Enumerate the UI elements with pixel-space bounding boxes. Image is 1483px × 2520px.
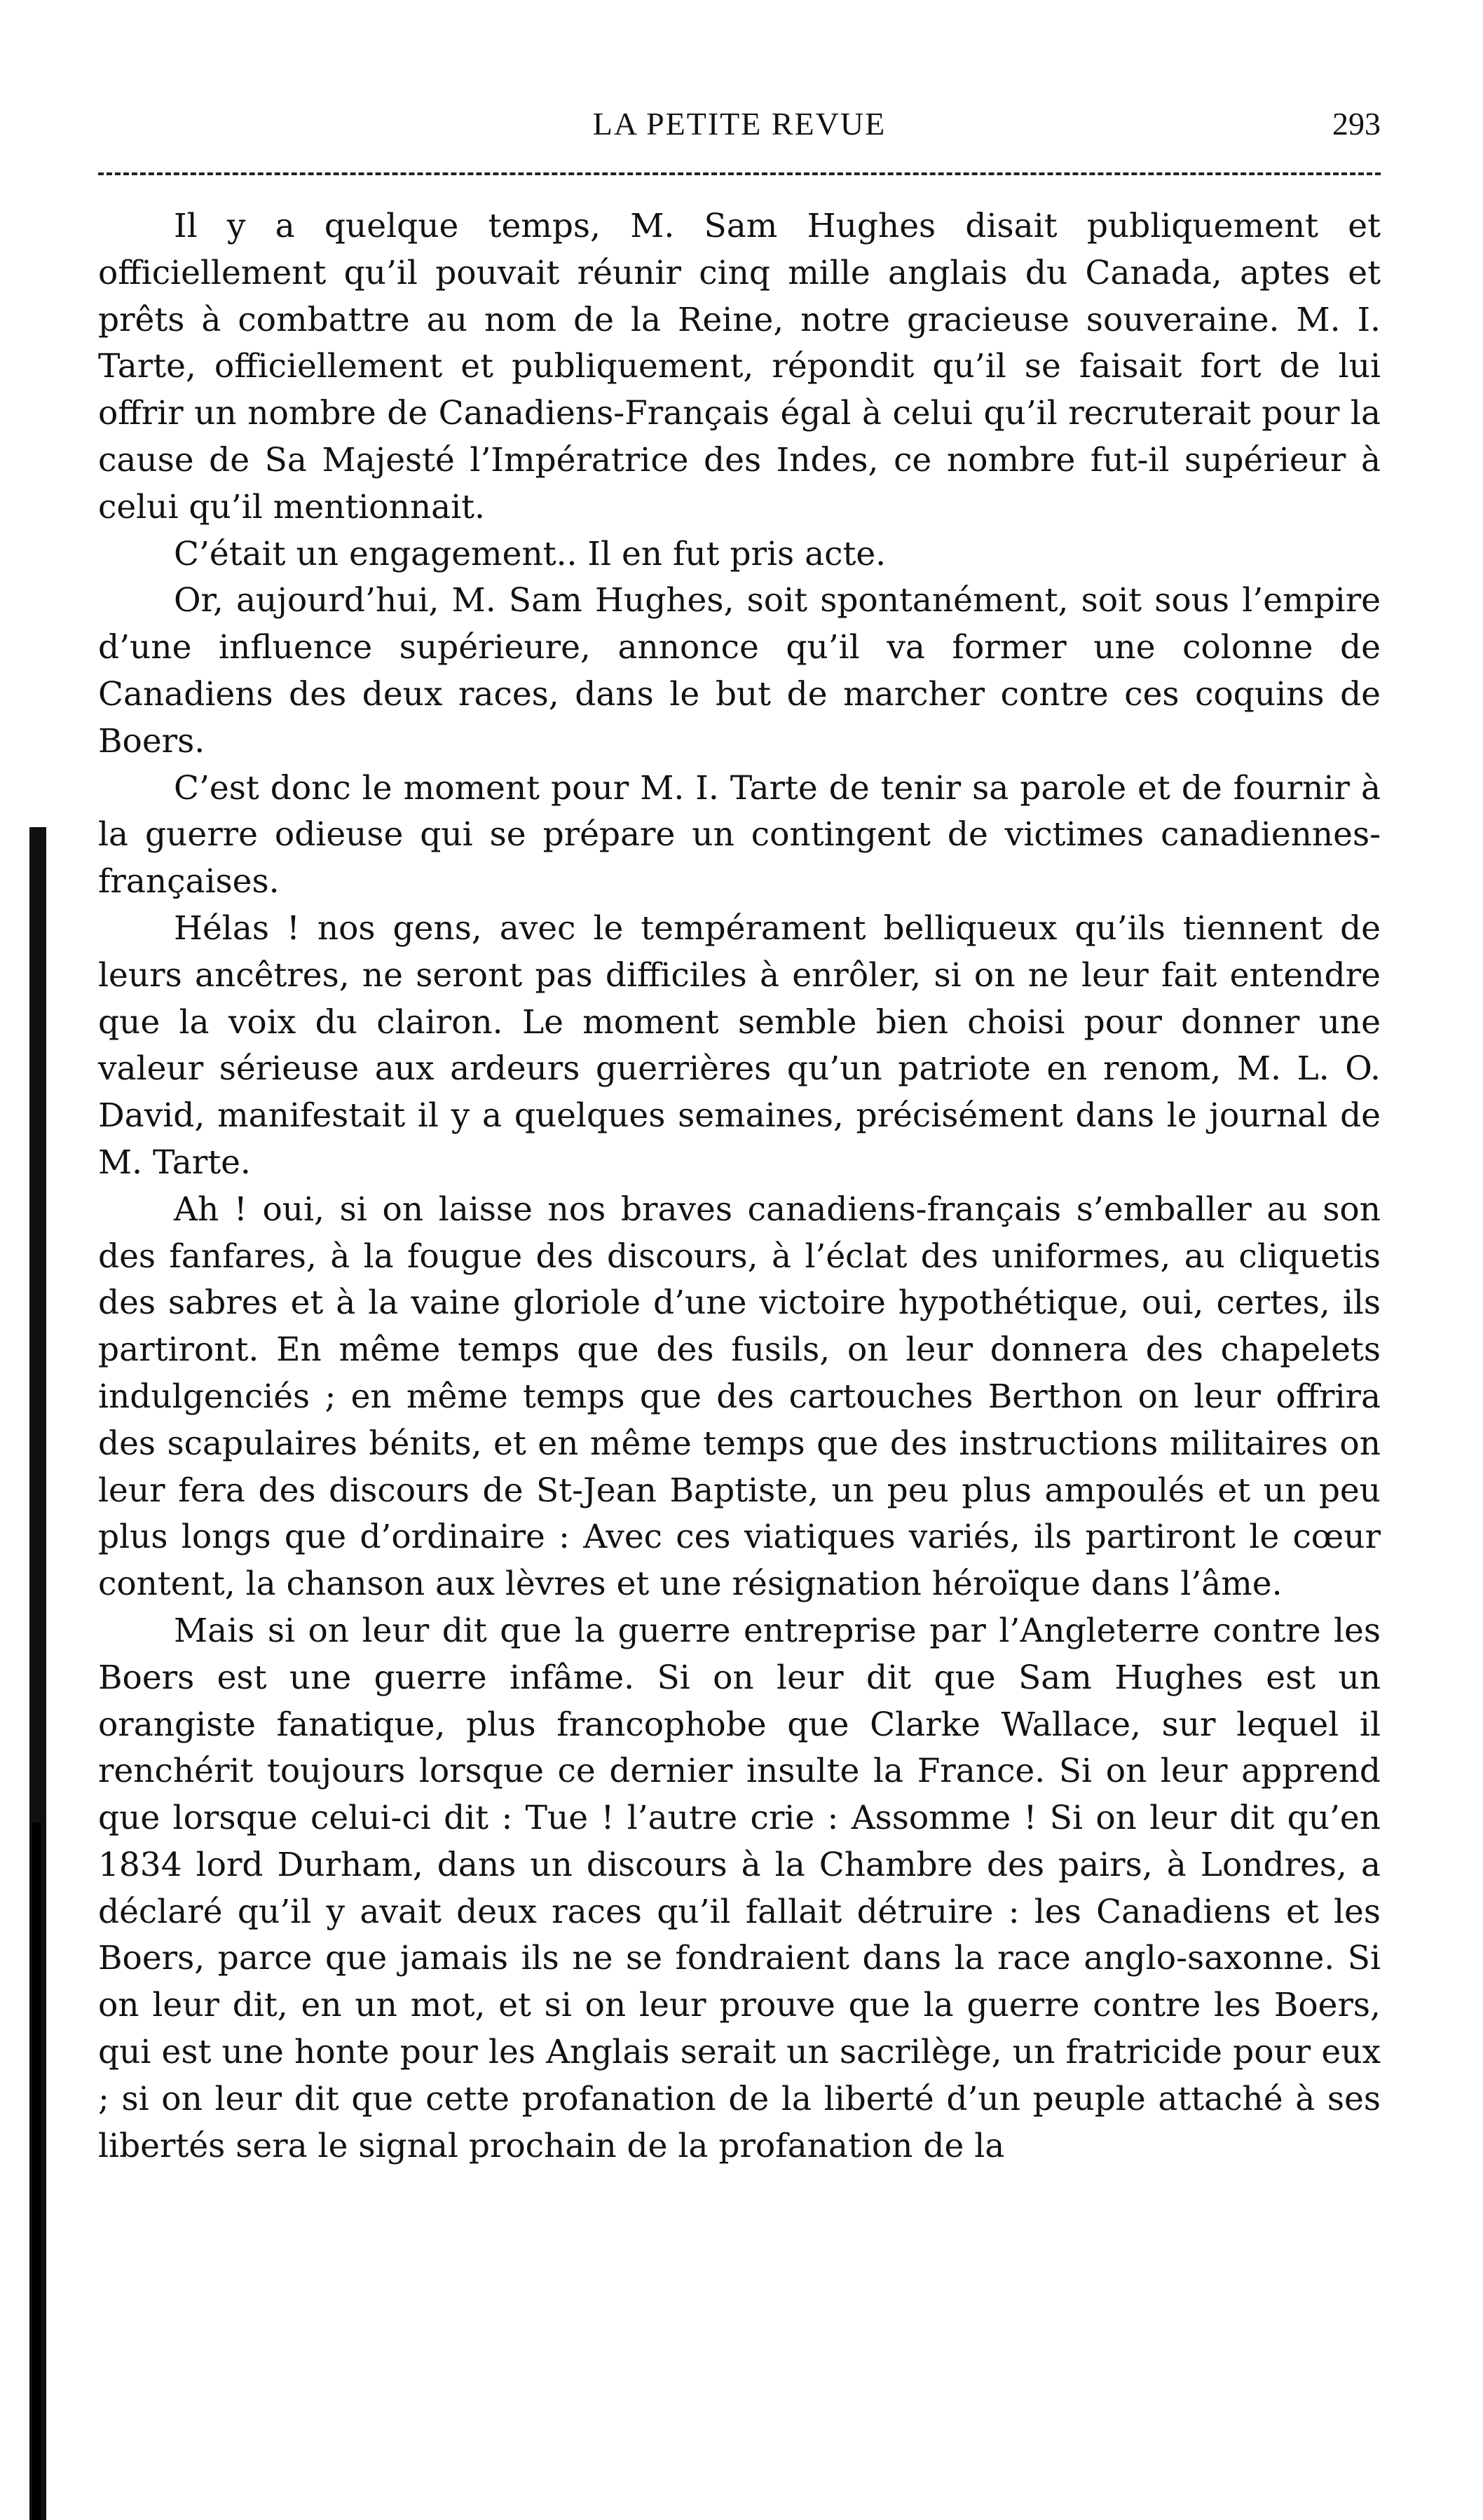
paragraph: Or, aujourd’hui, M. Sam Hughes, soit spontanément, soit sous l’empire d’une influence supérieure, annonce qu’il va former une colonne de Canadiens des deux races, dans le but de marcher contre ces coquins de Boers. [98,581,1381,761]
page-binding-edge-lower [32,1823,41,2520]
page-number: 293 [1332,106,1381,142]
header-rule [98,172,1381,175]
paragraph: Ah ! oui, si on laisse nos braves canadiens-français s’emballer au son des fanfares, à la fougue des discours, à l’éclat des uniformes, au cliquetis des sabres et à la vaine gloriole d’une victoire hypothétique, oui, certes, ils partiront. En même temps que des fusils, on leur donnera des chapelets indulgenciés ; en même temps que des cartouches Berthon on leur offrira des scapulaires bénits, et en même temps que des instructions militaires on leur fera des discours de St-Jean Baptiste, un peu plus ampoulés et un peu plus longs que d’ordinaire : Avec ces viatiques variés, ils partiront le cœur content, la chanson aux lèvres et une résignation héroïque dans l’âme. [98,1190,1381,1604]
paragraph: Hélas ! nos gens, avec le tempérament belliqueux qu’ils tiennent de leurs ancêtres, ne seront pas difficiles à enrôler, si on ne leur fait entendre que la voix du clairon. Le moment semble bien choisi pour donner une valeur sérieuse aux ardeurs guerrières qu’un patriote en renom, M. L. O. David, manifestait il y a quelques semaines, précisément dans le journal de M. Tarte. [98,908,1381,1182]
body-text [98,203,1381,2170]
paragraph: C’est donc le moment pour M. I. Tarte de tenir sa parole et de fournir à la guerre odieuse qui se prépare un contingent de victimes canadiennes-françaises. [98,768,1381,901]
paragraph: Il y a quelque temps, M. Sam Hughes disait publiquement et officiellement qu’il pouvait réunir cinq mille anglais du Canada, aptes et prêts à combattre au nom de la Reine, notre gracieuse souveraine. M. I. Tarte, officiellement et publiquement, répondit qu’il se faisait fort de lui offrir un nombre de Canadiens-Français égal à celui qu’il recruterait pour la cause de Sa Majesté l’Impératrice des Indes, ce nombre fut-il supérieur à celui qu’il mentionnait. [98,207,1381,526]
running-title: LA PETITE REVUE [592,106,887,142]
paragraph: C’était un engagement.. Il en fut pris acte. [174,534,887,573]
page-header [98,105,1381,161]
paragraph: Mais si on leur dit que la guerre entreprise par l’Angleterre contre les Boers est une guerre infâme. Si on leur dit que Sam Hughes est un orangiste fanatique, plus francophobe que Clarke Wallace, sur lequel il renchérit toujours lorsque ce dernier insulte la France. Si on leur apprend que lorsque celui-ci dit : Tue ! l’autre crie : Assomme ! Si on leur dit qu’en 1834 lord Durham, dans un discours à la Chambre des pairs, à Londres, a déclaré qu’il y avait deux races qu’il fallait détruire : les Canadiens et les Boers, parce que jamais ils ne se fondraient dans la race anglo-saxonne. Si on leur dit, en un mot, et si on leur prouve que la guerre contre les Boers, qui est une honte pour les Anglais serait un sacrilège, un fratricide pour eux ; si on leur dit que cette profanation de la liberté d’un peuple attaché à ses libertés sera le signal prochain de la profanation de la [98,1611,1381,2165]
